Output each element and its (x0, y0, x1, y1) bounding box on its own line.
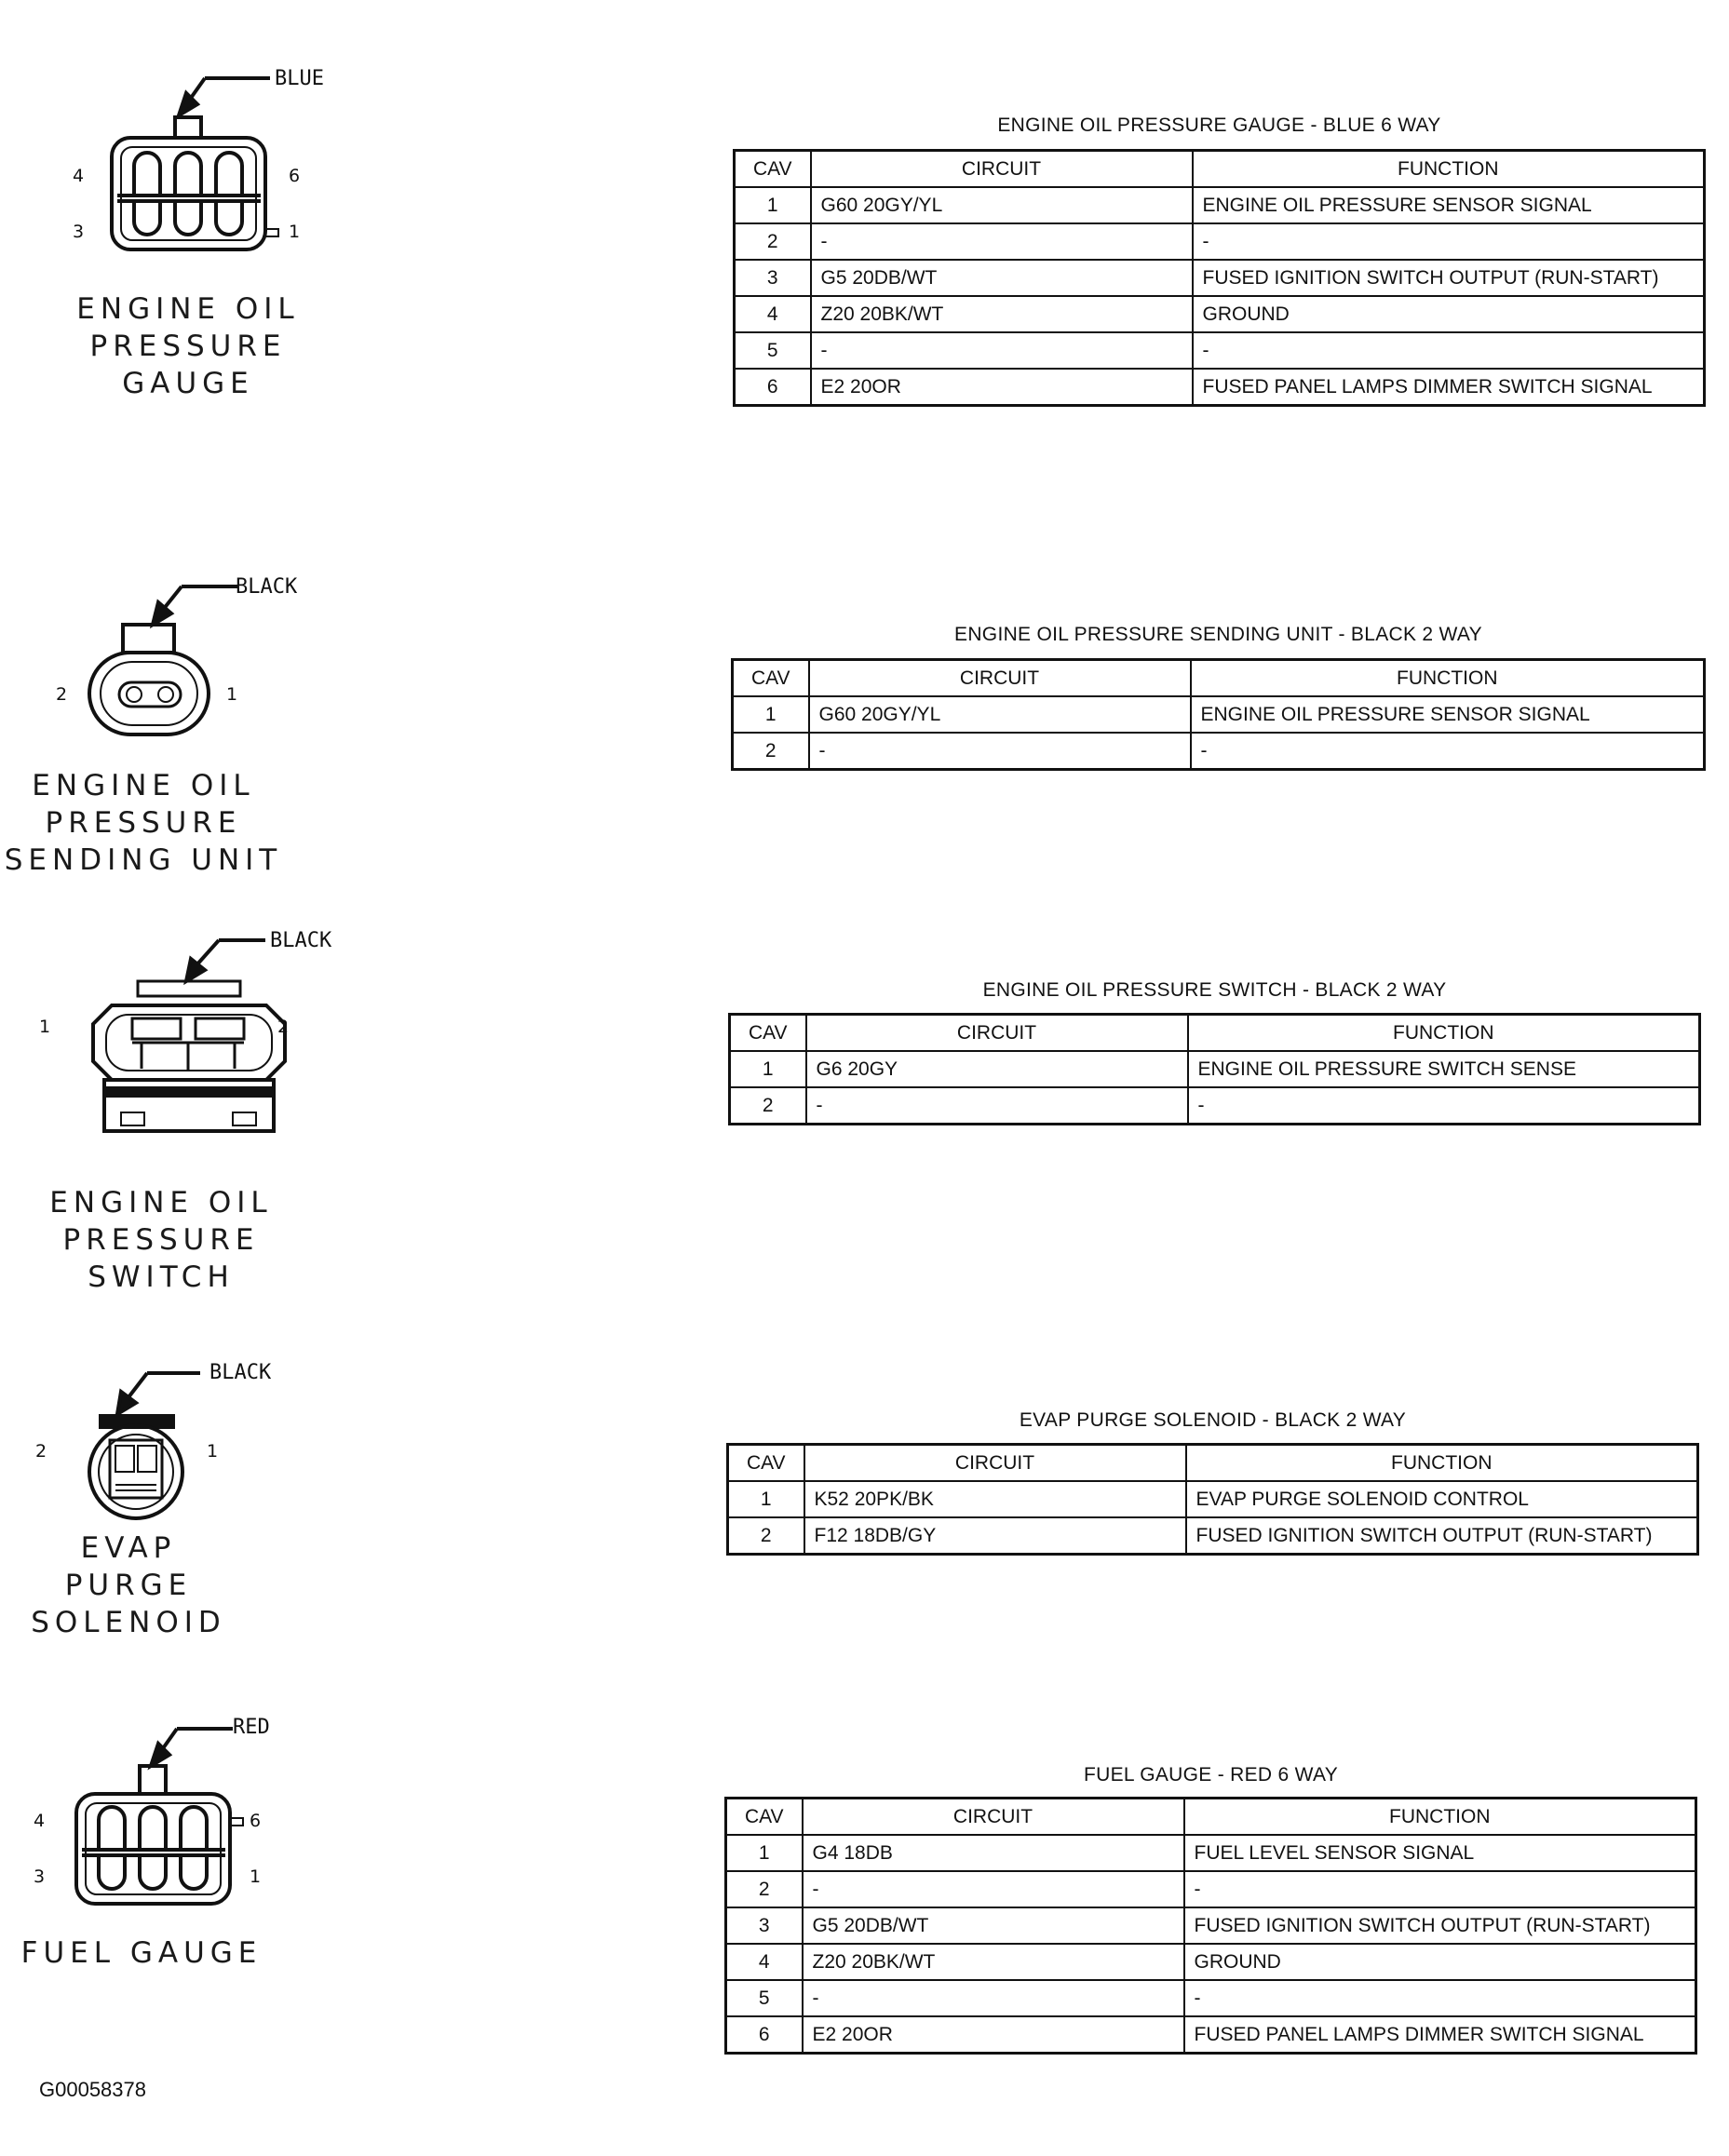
pin-number: 1 (226, 684, 238, 705)
table-row: 3 G5 20DB/WT FUSED IGNITION SWITCH OUTPUT (RUN-START) (726, 1907, 1696, 1944)
connector-name: FUEL GAUGE (20, 1936, 263, 1970)
pin-number: 6 (289, 166, 301, 186)
pin-number: 1 (39, 1017, 51, 1037)
connector-name: EVAP PURGE SOLENOID (31, 1531, 226, 1639)
header-cav: CAV (735, 151, 811, 188)
wiring-table (728, 1013, 1701, 1125)
table-row: 6 E2 20OR FUSED PANEL LAMPS DIMMER SWITCH SIGNAL (726, 2016, 1696, 2054)
table-row: 4 Z20 20BK/WT GROUND (726, 1944, 1696, 1980)
header-function: FUNCTION (1188, 1015, 1700, 1052)
table-header-row (726, 1799, 1696, 1836)
header-cav: CAV (733, 660, 809, 697)
header-function: FUNCTION (1191, 660, 1705, 697)
header-function: FUNCTION (1186, 1445, 1698, 1482)
header-cav: CAV (728, 1445, 804, 1482)
table-title: EVAP PURGE SOLENOID - BLACK 2 WAY (1019, 1409, 1407, 1431)
wiring-table (726, 1443, 1699, 1556)
table-title: FUEL GAUGE - RED 6 WAY (1083, 1764, 1339, 1785)
pin-number: 3 (73, 222, 85, 242)
table-row: 1 G60 20GY/YL ENGINE OIL PRESSURE SENSOR SIGNAL (733, 696, 1705, 733)
table-row: 3 G5 20DB/WT FUSED IGNITION SWITCH OUTPUT (RUN-START) (735, 260, 1705, 296)
pin-number: 4 (73, 166, 85, 186)
table-row: 5 - - (726, 1980, 1696, 2016)
table-row: 6 E2 20OR FUSED PANEL LAMPS DIMMER SWITCH SIGNAL (735, 369, 1705, 406)
figure-id: G00058378 (39, 2078, 146, 2101)
header-cav: CAV (730, 1015, 806, 1052)
wiring-table (733, 149, 1706, 407)
two-way-round-solenoid-connector-icon (37, 1354, 298, 1559)
header-circuit: CIRCUIT (806, 1015, 1188, 1052)
pin-number: 4 (34, 1811, 46, 1831)
table-row: 2 - - (726, 1871, 1696, 1907)
connector-color-label: BLACK (236, 575, 298, 599)
connector-name: ENGINE OIL PRESSURE GAUGE (76, 292, 300, 400)
connector-color-label: BLUE (275, 67, 324, 90)
table-title: ENGINE OIL PRESSURE SENDING UNIT - BLACK 2 WAY (954, 624, 1482, 645)
table-row: 5 - - (735, 332, 1705, 369)
table-header-row (730, 1015, 1700, 1052)
header-function: FUNCTION (1184, 1799, 1696, 1836)
table-header-row (728, 1445, 1698, 1482)
pin-number: 3 (34, 1866, 46, 1887)
header-circuit: CIRCUIT (811, 151, 1193, 188)
table-title: ENGINE OIL PRESSURE SWITCH - BLACK 2 WAY (982, 979, 1447, 1001)
connector-name: ENGINE OIL PRESSURE SWITCH (49, 1186, 273, 1294)
pin-number: 2 (277, 1017, 290, 1037)
header-circuit: CIRCUIT (809, 660, 1191, 697)
table-row: 1 G4 18DB FUEL LEVEL SENSOR SIGNAL (726, 1835, 1696, 1871)
table-row: 1 G6 20GY ENGINE OIL PRESSURE SWITCH SENSE (730, 1051, 1700, 1087)
pin-number: 2 (56, 684, 68, 705)
table-row: 2 - - (733, 733, 1705, 770)
table-header-row (733, 660, 1705, 697)
table-row: 1 K52 20PK/BK EVAP PURGE SOLENOID CONTROL (728, 1481, 1698, 1517)
wiring-table (724, 1797, 1697, 2055)
pin-number: 2 (35, 1441, 47, 1462)
header-cav: CAV (726, 1799, 803, 1836)
pin-number: 1 (289, 222, 301, 242)
connector-color-label: BLACK (270, 929, 332, 952)
pin-number: 6 (250, 1811, 262, 1831)
table-title: ENGINE OIL PRESSURE GAUGE - BLUE 6 WAY (997, 115, 1441, 136)
connector-name: ENGINE OIL PRESSURE SENDING UNIT (4, 769, 283, 877)
pin-number: 1 (250, 1866, 262, 1887)
table-header-row (735, 151, 1705, 188)
table-row: 1 G60 20GY/YL ENGINE OIL PRESSURE SENSOR SIGNAL (735, 187, 1705, 223)
table-row: 4 Z20 20BK/WT GROUND (735, 296, 1705, 332)
connector-color-label: RED (233, 1716, 270, 1739)
table-row: 2 - - (730, 1087, 1700, 1125)
wiring-table (731, 658, 1706, 771)
table-row: 2 F12 18DB/GY FUSED IGNITION SWITCH OUTPUT (RUN-START) (728, 1517, 1698, 1555)
header-circuit: CIRCUIT (803, 1799, 1184, 1836)
header-function: FUNCTION (1193, 151, 1705, 188)
six-way-connector-icon (28, 1708, 307, 1922)
two-way-switch-connector-icon (56, 922, 335, 1164)
connector-color-label: BLACK (209, 1361, 272, 1384)
header-circuit: CIRCUIT (804, 1445, 1186, 1482)
pin-number: 1 (207, 1441, 219, 1462)
table-row: 2 - - (735, 223, 1705, 260)
